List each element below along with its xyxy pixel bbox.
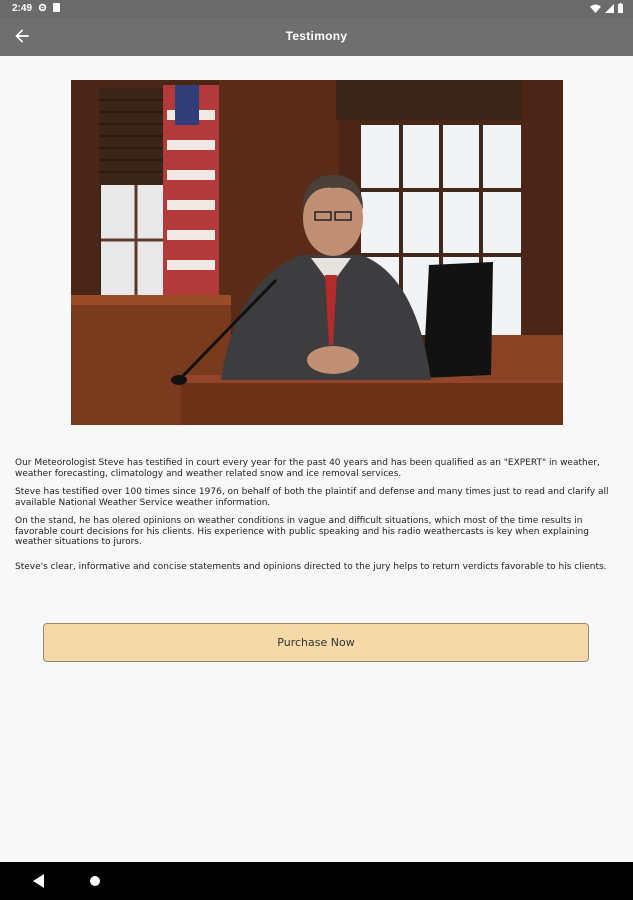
wifi-icon [590,4,601,13]
status-bar [0,0,633,18]
courtroom-photo [71,80,563,425]
system-nav-bar [0,862,633,900]
nav-home-icon[interactable] [90,876,100,886]
signal-icon [605,4,614,13]
status-time: 2:49 [12,3,33,14]
battery-icon [618,3,623,13]
page-title: Testimony [285,29,348,43]
purchase-now-label: Purchase Now [277,636,355,649]
paragraph: Steve's clear, informative and concise statements and opinions directed to the jury helps to return verdicts favorable to his clients. [15,561,607,572]
sd-card-icon [53,3,60,12]
testimony-text [15,458,618,580]
paragraph: On the stand, he has olered opinions on weather conditions in vague and difficult situations, which most of the time results in favorable court decisions for his clients. His experience with public speaking and his radio weathercasts is key when explaining weather situations to jurors. [15,516,589,547]
status-right-icons [590,3,623,13]
app-bar [0,18,633,56]
paragraph: Steve has testified over 100 times since 1976, on behalf of both the plaintif and defense and many times just to read and clarify all available National Weather Service weather information. [15,487,609,508]
courtroom-photo-illustration [71,80,563,425]
nav-back-icon[interactable] [33,874,45,888]
paragraph: Our Meteorologist Steve has testified in court every year for the past 40 years and has been qualified as an "EXPERT" in weather, weather forecasting, climatology and weather related snow and ice removal services. [15,458,600,479]
status-left-icons [38,3,60,12]
gear-icon [38,3,47,12]
purchase-now-button[interactable] [43,623,589,662]
